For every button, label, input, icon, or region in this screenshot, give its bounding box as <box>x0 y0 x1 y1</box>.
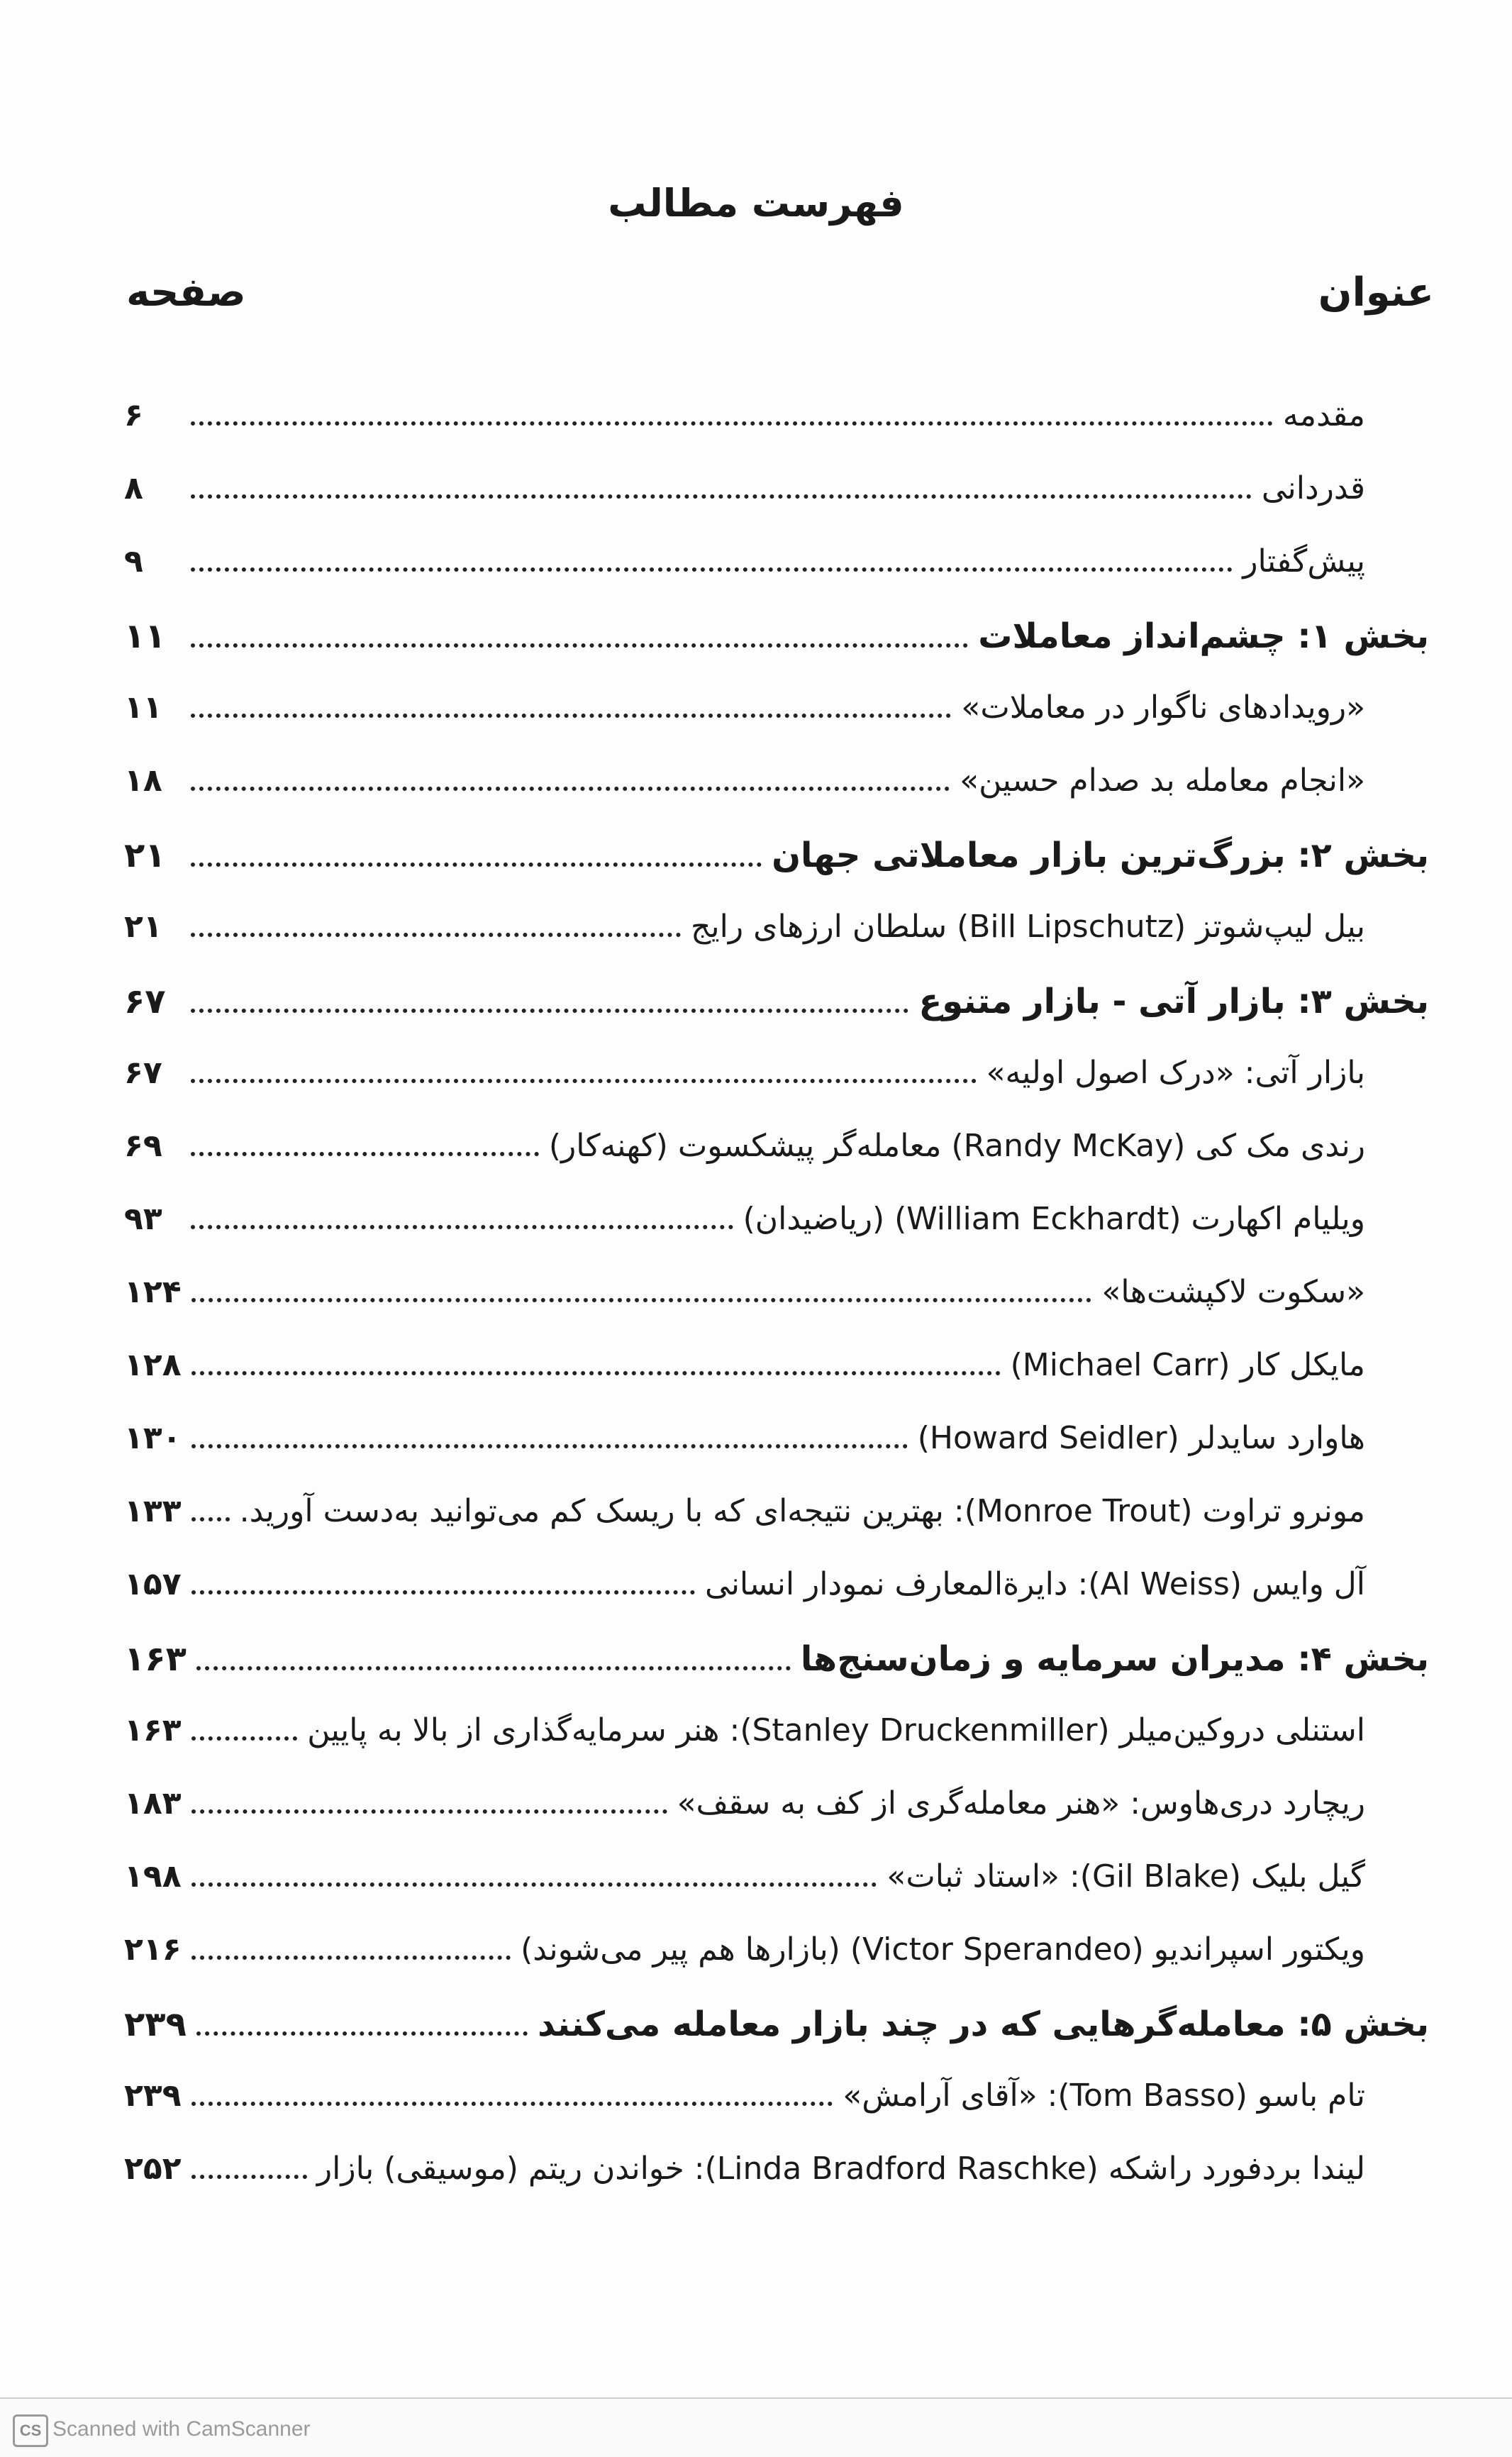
toc-entry-title: ویکتور اسپراندیو (Victor Sperandeo) (بازارها هم پیر می‌شوند) <box>521 1931 1365 1968</box>
dot-leader <box>191 1371 1001 1375</box>
toc-entry-title: «سکوت لاکپشت‌ها» <box>1101 1274 1365 1310</box>
dot-leader <box>191 1956 511 1960</box>
toc-entry-title: بخش ۱: چشم‌انداز معاملات <box>978 616 1429 656</box>
toc-entry-row <box>124 1858 1429 1931</box>
toc-part-row <box>124 836 1429 909</box>
camscanner-logo: CS <box>13 2414 48 2447</box>
toc-entry-title: قدردانی <box>1261 470 1365 506</box>
page-title: فهرست مطالب <box>608 181 904 226</box>
dot-leader <box>196 2031 528 2036</box>
dot-leader <box>191 567 1233 572</box>
toc-entry-title: بخش ۵: معامله‌گرهایی که در چند بازار معامله می‌کنند <box>538 2004 1429 2044</box>
toc-page-number: ۱۲۴ <box>124 1274 182 1310</box>
dot-leader <box>191 2175 307 2179</box>
toc-page-number: ۸ <box>124 470 143 506</box>
toc-entry-title: مقدمه <box>1282 397 1365 433</box>
dot-leader <box>191 787 950 791</box>
toc-page-number: ۹۳ <box>124 1201 162 1237</box>
toc-entry-title: لیندا بردفورد راشکه (Linda Bradford Raschke): خواندن ریتم (موسیقی) بازار <box>316 2151 1365 2187</box>
toc-entry-title: ویلیام اکهارت (William Eckhardt) (ریاضیدان) <box>743 1201 1365 1237</box>
toc-entry-row <box>124 2151 1429 2224</box>
title-column-header: عنوان <box>1318 270 1434 316</box>
dot-leader <box>191 1736 298 1741</box>
toc-entry-row <box>124 1128 1429 1201</box>
toc-entry-title: بخش ۲: بزرگ‌ترین بازار معاملاتی جهان <box>772 836 1429 875</box>
toc-entry-row <box>124 1566 1429 1639</box>
dot-leader <box>191 933 681 937</box>
toc-entry-title: بخش ۳: بازار آتی - بازار متنوع <box>918 982 1429 1021</box>
dot-leader <box>191 714 951 718</box>
toc-page-number: ۱۲۸ <box>124 1347 182 1383</box>
table-of-contents <box>124 397 1429 2224</box>
toc-entry-title: رندی مک کی (Randy McKay) معامله‌گر پیشکسوت (کهنه‌کار) <box>548 1128 1365 1164</box>
dot-leader <box>191 643 968 648</box>
toc-page-number: ۱۸۳ <box>124 1785 182 1821</box>
toc-page-number: ۱۸ <box>124 762 162 799</box>
toc-part-row <box>124 1639 1429 1712</box>
toc-entry-row <box>124 909 1429 982</box>
toc-page-number: ۱۶۳ <box>124 1712 182 1748</box>
toc-page-number: ۲۳۹ <box>124 2004 187 2044</box>
toc-entry-row <box>124 1712 1429 1785</box>
toc-entry-row <box>124 689 1429 762</box>
camscanner-footer <box>0 2397 1512 2457</box>
toc-page-number: ۱۵۷ <box>124 1566 182 1602</box>
toc-entry-row <box>124 2078 1429 2151</box>
toc-page-number: ۲۱ <box>124 909 162 945</box>
dot-leader <box>191 863 762 867</box>
toc-page-number: ۶ <box>124 397 143 433</box>
dot-leader <box>191 1298 1092 1302</box>
dot-leader <box>191 1152 539 1156</box>
toc-page-number: ۲۱ <box>124 836 166 875</box>
toc-page-number: ۲۳۹ <box>124 2078 182 2114</box>
toc-entry-row <box>124 543 1429 616</box>
toc-entry-row <box>124 1055 1429 1128</box>
toc-entry-title: مایکل کار (Michael Carr) <box>1010 1347 1365 1383</box>
dot-leader <box>191 1517 230 1521</box>
toc-page-number: ۲۵۲ <box>124 2151 182 2187</box>
dot-leader <box>191 1079 977 1083</box>
camscanner-watermark-text: Scanned with CamScanner <box>52 2417 311 2441</box>
toc-page-number: ۲۱۶ <box>124 1931 182 1968</box>
toc-entry-title: پیش‌گفتار <box>1243 543 1365 579</box>
toc-entry-title: بازار آتی: «درک اصول اولیه» <box>986 1055 1365 1091</box>
toc-entry-title: مونرو تراوت (Monroe Trout): بهترین نتیجه‌ای که با ریسک کم می‌توانید به‌دست آورید. <box>239 1493 1365 1529</box>
toc-entry-row <box>124 1493 1429 1566</box>
dot-leader <box>191 1225 733 1229</box>
toc-page-number: ۶۹ <box>124 1128 162 1164</box>
toc-entry-title: ریچارد دری‌هاوس: «هنر معامله‌گری از کف به سقف» <box>677 1785 1365 1821</box>
dot-leader <box>191 1882 877 1887</box>
toc-page-number: ۱۳۰ <box>124 1420 182 1456</box>
toc-page-number: ۱۱ <box>124 689 162 726</box>
toc-page-number: ۶۷ <box>124 982 166 1021</box>
page-column-header: صفحه <box>126 270 246 316</box>
toc-entry-row <box>124 1785 1429 1858</box>
toc-entry-title: گیل بلیک (Gil Blake): «استاد ثبات» <box>886 1858 1365 1895</box>
toc-entry-title: هاوارد سایدلر (Howard Seidler) <box>917 1420 1365 1456</box>
toc-entry-title: بخش ۴: مدیران سرمایه و زمان‌سنج‌ها <box>800 1639 1429 1679</box>
toc-entry-title: «انجام معامله بد صدام حسین» <box>960 762 1365 799</box>
toc-entry-title: «رویدادهای ناگوار در معاملات» <box>961 689 1365 726</box>
toc-entry-title: استنلی دروکین‌میلر (Stanley Druckenmiller): هنر سرمایه‌گذاری از بالا به پایین <box>307 1712 1365 1748</box>
toc-entry-row <box>124 762 1429 836</box>
toc-entry-row <box>124 397 1429 470</box>
toc-page-number: ۱۳۳ <box>124 1493 182 1529</box>
dot-leader <box>191 1009 908 1013</box>
toc-entry-row <box>124 1420 1429 1493</box>
toc-entry-title: تام باسو (Tom Basso): «آقای آرامش» <box>843 2078 1365 2114</box>
toc-part-row <box>124 616 1429 689</box>
dot-leader <box>191 1444 908 1448</box>
toc-entry-row <box>124 470 1429 543</box>
toc-page-number: ۱۶۳ <box>124 1639 187 1679</box>
toc-entry-row <box>124 1201 1429 1274</box>
toc-entry-row <box>124 1931 1429 2004</box>
toc-page-number: ۱۱ <box>124 616 166 656</box>
toc-page-number: ۹ <box>124 543 143 579</box>
toc-entry-title: بیل لیپ‌شوتز (Bill Lipschutz) سلطان ارزهای رایج <box>690 909 1365 945</box>
dot-leader <box>191 494 1252 499</box>
dot-leader <box>191 1590 695 1594</box>
dot-leader <box>196 1666 791 1670</box>
toc-entry-row <box>124 1274 1429 1347</box>
toc-entry-row <box>124 1347 1429 1420</box>
toc-page-number: ۱۹۸ <box>124 1858 182 1895</box>
dot-leader <box>191 1809 667 1814</box>
toc-part-row <box>124 2004 1429 2078</box>
toc-entry-title: آل وایس (Al Weiss): دایرةالمعارف نمودار انسانی <box>705 1566 1365 1602</box>
dot-leader <box>191 421 1273 426</box>
toc-part-row <box>124 982 1429 1055</box>
toc-page-number: ۶۷ <box>124 1055 162 1091</box>
dot-leader <box>191 2102 833 2106</box>
